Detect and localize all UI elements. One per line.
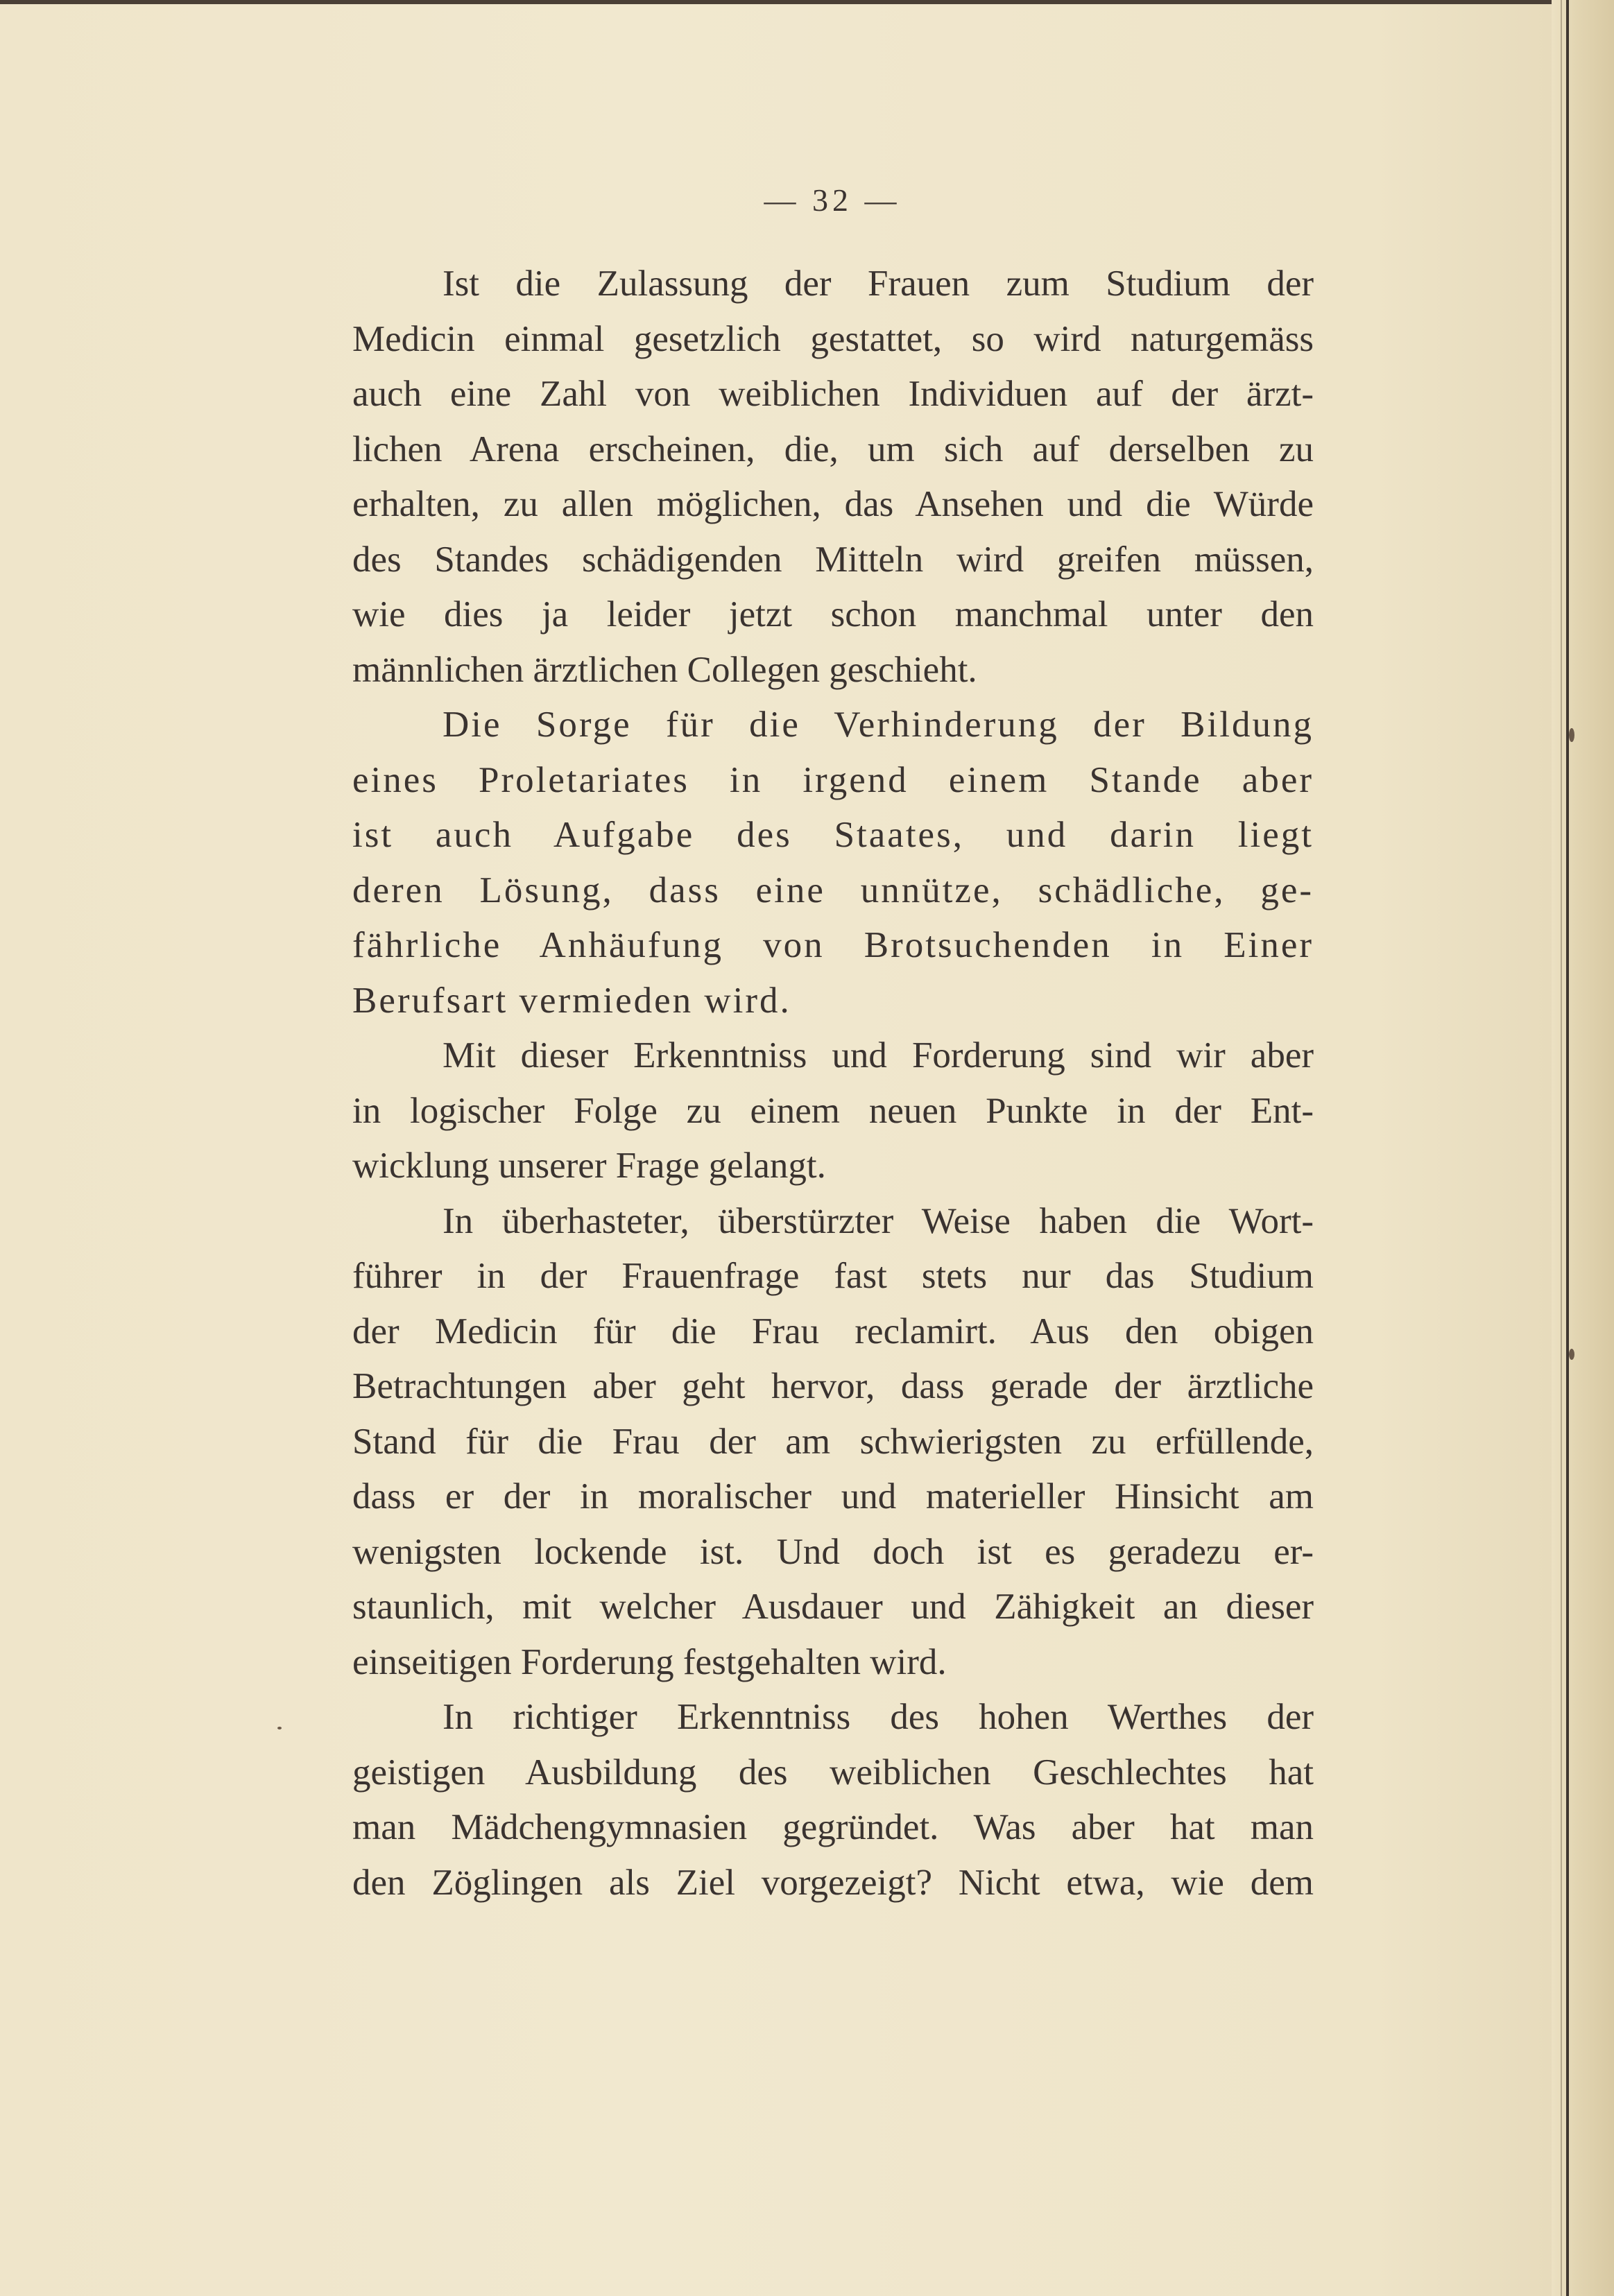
text-line: des Standes schädigenden Mitteln wird greifen müssen, [352, 539, 1314, 580]
paper-speck [277, 1727, 282, 1729]
text-line: eines Proletariates in irgend einem Stande aber [352, 759, 1314, 800]
text-line: der Medicin für die Frau reclamirt. Aus den obigen [352, 1311, 1314, 1352]
text-line: Die Sorge für die Verhinderung der Bildung [443, 705, 1314, 745]
page-number: — 32 — [764, 182, 901, 218]
paper-speck [1569, 728, 1574, 742]
text-line: fährliche Anhäufung von Brotsuchenden in Einer [352, 925, 1314, 965]
text-line: dass er der in moralischer und materieller Hinsicht am [352, 1476, 1314, 1517]
spine-fold-line [1561, 0, 1562, 2296]
text-line: Mit dieser Erkenntniss und Forderung sind wir aber [443, 1035, 1314, 1076]
text-line: In richtiger Erkenntniss des hohen Werthes der [443, 1697, 1314, 1737]
text-line: in logischer Folge zu einem neuen Punkte in der Ent- [352, 1090, 1314, 1131]
text-line: wie dies ja leider jetzt schon manchmal unter den [352, 594, 1314, 635]
spine-edge-line [1566, 0, 1569, 2296]
text-line: den Zöglingen als Ziel vorgezeigt? Nicht etwa, wie dem [352, 1862, 1314, 1903]
text-line: Betrachtungen aber geht hervor, dass gerade der ärztliche [352, 1366, 1314, 1406]
text-line: Berufsart vermieden wird. [352, 980, 791, 1021]
text-line: wenigsten lockende ist. Und doch ist es geradezu er- [352, 1531, 1314, 1572]
text-line: Medicin einmal gesetzlich gestattet, so wird naturgemäss [352, 318, 1314, 359]
text-line: einseitigen Forderung festgehalten wird. [352, 1641, 947, 1682]
paper-speck [1569, 1349, 1574, 1360]
text-line: lichen Arena erscheinen, die, um sich auf derselben zu [352, 429, 1314, 469]
text-line: auch eine Zahl von weiblichen Individuen auf der ärzt- [352, 374, 1314, 414]
text-line: Stand für die Frau der am schwierigsten zu erfüllende, [352, 1421, 1314, 1462]
text-line: führer in der Frauenfrage fast stets nur das Studium [352, 1256, 1314, 1296]
text-line: erhalten, zu allen möglichen, das Ansehen und die Würde [352, 484, 1314, 524]
text-line: männlichen ärztlichen Collegen geschieht. [352, 649, 977, 690]
page-top-edge [0, 0, 1574, 4]
text-line: deren Lösung, dass eine unnütze, schädliche, ge- [352, 870, 1314, 910]
text-line: geistigen Ausbildung des weiblichen Geschlechtes hat [352, 1752, 1314, 1793]
text-line: staunlich, mit welcher Ausdauer und Zähigkeit an dieser [352, 1587, 1314, 1627]
text-line: man Mädchengymnasien gegründet. Was aber hat man [352, 1807, 1314, 1847]
text-line: wicklung unserer Frage gelangt. [352, 1146, 826, 1186]
text-line: In überhasteter, überstürzter Weise haben die Wort- [443, 1200, 1314, 1241]
text-line: Ist die Zulassung der Frauen zum Studium der [443, 264, 1314, 304]
body-text [352, 257, 1314, 1910]
text-line: ist auch Aufgabe des Staates, und darin liegt [352, 815, 1314, 855]
